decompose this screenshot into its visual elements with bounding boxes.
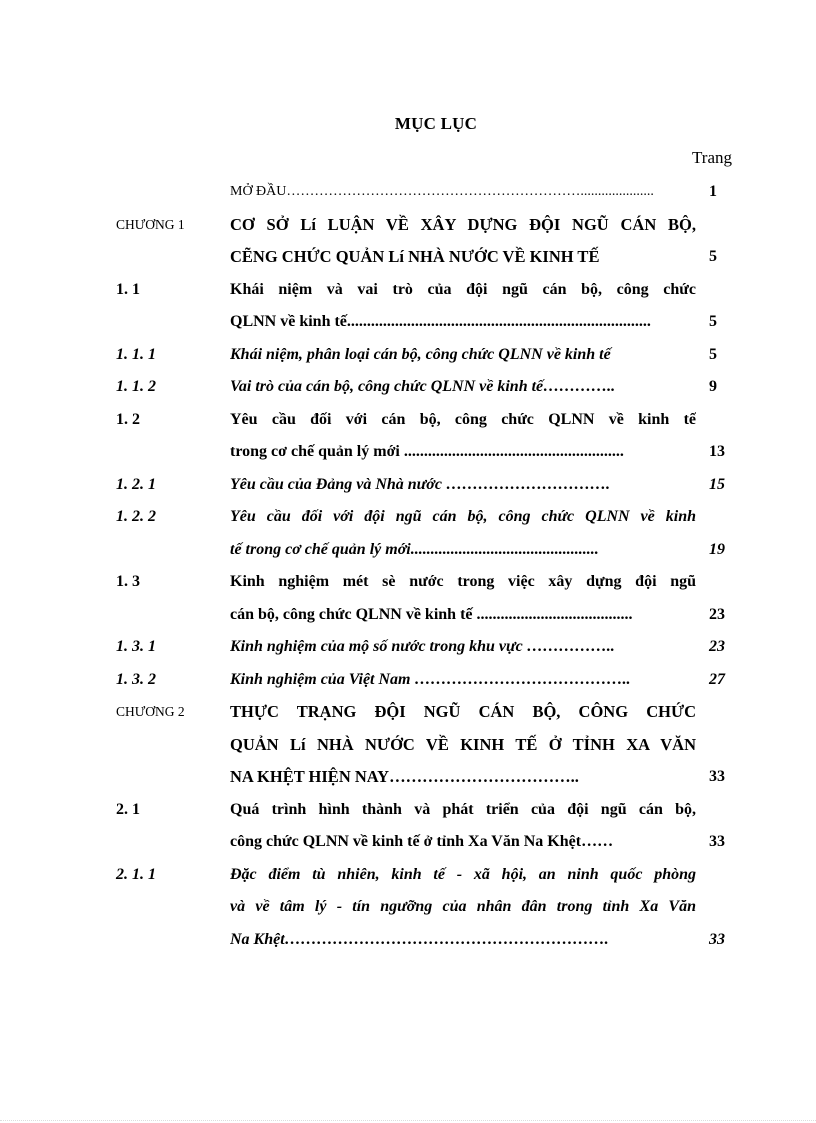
toc-entry-1-3-1 <box>0 631 816 664</box>
toc-entry-text: Na Khệt……………………………………………………. <box>230 930 609 948</box>
toc-entry-page: 27 <box>709 670 725 688</box>
toc-entry-text: Yêu cầu đối với đội ngũ cán bộ, công chức QLNN về kinh <box>230 508 696 525</box>
toc-entry-text: Yêu cầu của Đảng và Nhà nước …………………………. <box>230 475 610 493</box>
toc-entry-label: 1. 1 <box>116 280 140 298</box>
toc-entry-text: Đặc điểm tù nhiên, kinh tế - xã hội, an ninh quốc phòng <box>230 865 696 883</box>
table-of-contents <box>0 176 816 956</box>
toc-entry-label: 1. 2 <box>116 410 140 428</box>
toc-entry-text: NA KHỆT HIỆN NAY…………………………….. <box>230 767 579 786</box>
toc-entry-text: Quá trình hình thành và phát triển của đội ngũ cán bộ, <box>230 800 696 818</box>
toc-entry-text: CƠ SỞ Lí LUẬN VỀ XÂY DỰNG ĐỘI NGŨ CÁN BỘ, <box>230 214 696 234</box>
toc-entry-1-2-1 <box>0 469 816 502</box>
toc-entry-text: công chức QLNN về kinh tế ở tỉnh Xa Văn Na Khệt…… <box>230 833 614 850</box>
toc-entry-text: QUẢN Lí NHÀ NƯỚC VỀ KINH TẾ Ở TỈNH XA VĂN <box>230 734 696 754</box>
toc-entry-label: 1. 3. 2 <box>116 670 156 688</box>
toc-entry-text: Kinh nghiệm mét sè nước trong việc xây dựng đội ngũ <box>230 573 696 590</box>
toc-entry-label: 2. 1 <box>116 800 140 818</box>
toc-entry-page: 23 <box>709 638 725 655</box>
toc-entry-2-1-1 <box>0 859 816 957</box>
toc-entry-1-2-2 <box>0 501 816 566</box>
toc-entry-label: 1. 1. 1 <box>116 345 156 363</box>
toc-entry-text: MỞ ĐẦU………………………………………………………..................... <box>230 184 654 199</box>
toc-entry-chapter-2 <box>0 696 816 794</box>
toc-entry-page: 33 <box>709 930 725 948</box>
toc-entry-label: 1. 2. 2 <box>116 508 156 525</box>
page-column-header: Trang <box>692 148 732 167</box>
toc-entry-page: 19 <box>709 540 725 558</box>
toc-entry-text: Vai trò của cán bộ, công chức QLNN về kinh tế………….. <box>230 378 616 395</box>
toc-entry-label: CHƯƠNG 2 <box>116 704 185 719</box>
toc-entry-page: 13 <box>709 443 725 460</box>
toc-entry-1-2 <box>0 404 816 469</box>
toc-entry-page: 5 <box>709 313 717 330</box>
toc-entry-text: Khái niệm, phân loại cán bộ, công chức QLNN về kinh tế <box>230 345 611 363</box>
toc-entry-page: 33 <box>709 833 725 850</box>
toc-entry-text: Kinh nghiệm của Việt Nam ………………………………….. <box>230 670 631 688</box>
toc-entry-text: Kinh nghiệm của mộ số nước trong khu vực …………….. <box>230 638 615 655</box>
toc-entry-page: 1 <box>709 183 717 200</box>
toc-entry-page: 9 <box>709 378 717 395</box>
toc-entry-page: 33 <box>709 768 725 785</box>
toc-entry-1-3 <box>0 566 816 631</box>
toc-title: MỤC LỤC <box>394 114 478 133</box>
toc-entry-1-1-2 <box>0 371 816 404</box>
toc-entry-text: THỰC TRẠNG ĐỘI NGŨ CÁN BỘ, CÔNG CHỨC <box>230 702 696 721</box>
toc-entry-text: cán bộ, công chức QLNN về kinh tế ....................................... <box>230 605 633 623</box>
toc-entry-2-1 <box>0 794 816 859</box>
page-bottom-rule <box>0 1120 816 1121</box>
toc-entry-text: tế trong cơ chế quản lý mới............................................... <box>230 540 599 558</box>
toc-entry-text: QLNN về kinh tế............................................................................ <box>230 313 651 330</box>
toc-entry-text: Yêu cầu đối với cán bộ, công chức QLNN về kinh tế <box>230 410 696 428</box>
toc-entry-page: 23 <box>709 605 725 623</box>
toc-entry-label: 1. 3. 1 <box>116 638 156 655</box>
toc-entry-label: 1. 1. 2 <box>116 378 156 395</box>
toc-entry-page: 5 <box>709 248 717 265</box>
toc-entry-1-1 <box>0 274 816 339</box>
toc-entry-1-1-1 <box>0 339 816 372</box>
toc-entry-page: 5 <box>709 345 717 363</box>
toc-entry-intro <box>0 176 816 209</box>
toc-entry-text: và về tâm lý - tín ngưỡng của nhân đân trong tỉnh Xa Văn <box>230 898 696 915</box>
toc-entry-text: CẼNG CHỨC QUẢN Lí NHÀ NƯỚC VỀ KINH TẾ <box>230 247 600 266</box>
toc-entry-1-3-2 <box>0 664 816 697</box>
toc-entry-page: 15 <box>709 475 725 493</box>
toc-entry-text: trong cơ chế quản lý mới ....................................................... <box>230 443 624 460</box>
toc-entry-text: Khái niệm và vai trò của đội ngũ cán bộ, công chức <box>230 280 696 298</box>
toc-entry-chapter-1 <box>0 209 816 274</box>
toc-entry-label: 1. 2. 1 <box>116 475 156 493</box>
toc-entry-label: 1. 3 <box>116 573 140 590</box>
toc-entry-label: CHƯƠNG 1 <box>116 216 185 232</box>
toc-entry-label: 2. 1. 1 <box>116 865 156 883</box>
